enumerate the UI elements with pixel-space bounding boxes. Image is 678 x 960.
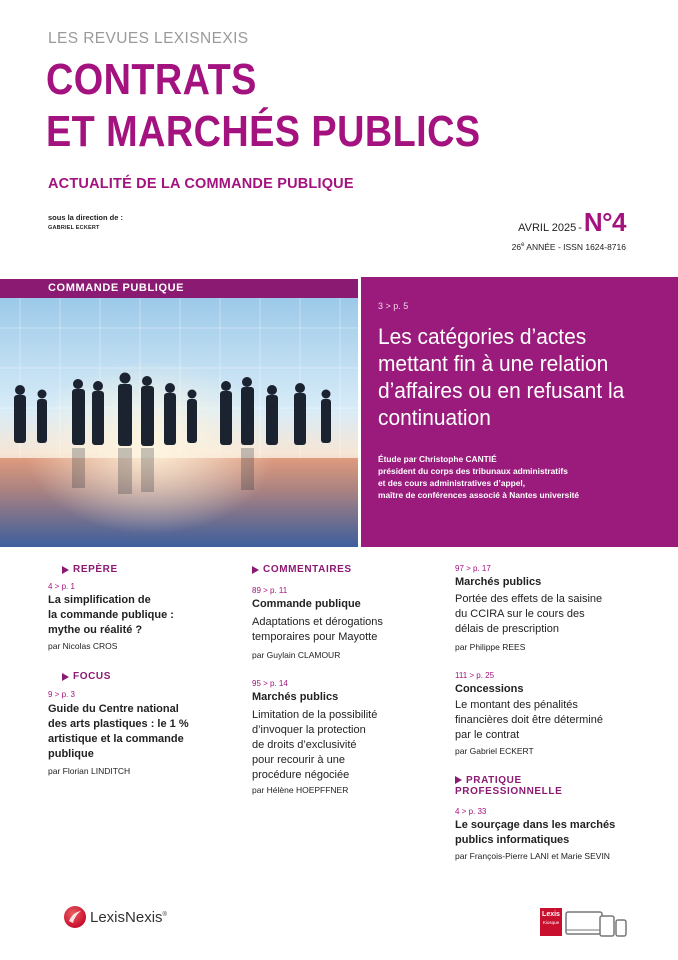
item-category: Marchés publics — [252, 691, 339, 703]
item-title — [48, 702, 189, 762]
section-label: FOCUS — [73, 671, 111, 682]
text-line: financières doit être déterminé — [455, 714, 603, 726]
issue-separator: - — [578, 222, 582, 234]
item-title — [48, 593, 174, 638]
item-category: Marchés publics — [455, 576, 542, 588]
year-ordinal: e — [521, 242, 525, 249]
author-line-3: et des cours administratives d’appel, — [378, 478, 526, 488]
lead-article-author — [378, 453, 579, 501]
item-ref: 4 > p. 1 — [48, 582, 75, 591]
item-title — [455, 818, 615, 848]
kiosque-line1: Lexis — [542, 911, 560, 918]
item-author: par Florian LINDITCH — [48, 766, 131, 776]
triangle-icon — [62, 673, 69, 681]
section-repere — [62, 564, 118, 575]
text-line: d’invoquer la protection — [252, 724, 366, 736]
year-issn: ANNÉE - ISSN 1624-8716 — [524, 242, 626, 252]
title-line: publique — [48, 748, 94, 760]
item-ref: 89 > p. 11 — [252, 586, 288, 595]
author-line-1: Étude par Christophe CANTIÉ — [378, 454, 497, 464]
text-line: procédure négociée — [252, 769, 350, 781]
text-line: Portée des effets de la saisine — [455, 593, 603, 605]
text-line: pour recourir à une — [252, 754, 345, 766]
logo-swirl-icon — [64, 906, 86, 928]
text-line: du CCIRA sur le cours des — [455, 608, 585, 620]
title-line: Guide du Centre national — [48, 703, 179, 715]
text-line: Le montant des pénalités — [455, 699, 578, 711]
text-line: temporaires pour Mayotte — [252, 631, 378, 643]
item-author: par François-Pierre LANI et Marie SEVIN — [455, 851, 610, 861]
item-category: Commande publique — [252, 598, 361, 610]
item-author: par Philippe REES — [455, 642, 526, 652]
triangle-icon — [252, 566, 259, 574]
business-people-silhouettes-illustration — [0, 298, 358, 547]
item-ref: 95 > p. 14 — [252, 679, 288, 688]
item-ref: 9 > p. 3 — [48, 690, 75, 699]
title-line: artistique et la commande — [48, 733, 184, 745]
title-line: Le sourçage dans les marchés — [455, 819, 616, 831]
item-text — [252, 708, 377, 783]
lead-article-ref: 3 > p. 5 — [378, 301, 409, 311]
item-author: par Nicolas CROS — [48, 641, 118, 651]
section-label-commande-publique: COMMANDE PUBLIQUE — [0, 279, 358, 298]
section-label-line2: PROFESSIONNELLE — [455, 786, 563, 797]
item-author: par Hélène HOEPFFNER — [252, 785, 349, 795]
lexis-kiosque-badge — [540, 906, 630, 938]
lexisnexis-logo — [64, 906, 167, 928]
cover-photo — [0, 298, 358, 547]
issue-year — [512, 242, 626, 252]
section-focus — [62, 671, 111, 682]
section-label-line1: PRATIQUE — [466, 775, 522, 786]
section-pratique-professionnelle — [455, 775, 562, 797]
journal-subtitle: ACTUALITÉ DE LA COMMANDE PUBLIQUE — [48, 176, 354, 192]
title-line: publics informatiques — [455, 834, 570, 846]
kiosque-line2: Kiosque — [542, 920, 560, 925]
section-label: COMMENTAIRES — [263, 564, 352, 575]
item-ref: 4 > p. 33 — [455, 807, 487, 816]
item-author: par Guylain CLAMOUR — [252, 650, 341, 660]
lead-article-headline: Les catégories d’actes mettant fin à une relation d’affaires ou en refusant la continuation — [378, 324, 625, 430]
item-ref: 111 > p. 25 — [455, 671, 495, 680]
issue-date: AVRIL 2025 — [518, 222, 577, 234]
item-text — [455, 592, 602, 637]
item-category: Concessions — [455, 683, 524, 695]
lexisnexis-wordmark — [90, 909, 167, 926]
section-commentaires — [252, 564, 352, 575]
direction-name: GABRIEL ECKERT — [48, 225, 100, 231]
lexisnexis-mark-icon — [64, 906, 86, 928]
triangle-icon — [62, 566, 69, 574]
registered-mark: ® — [162, 911, 167, 918]
section-label: REPÈRE — [73, 564, 118, 575]
section-label — [455, 775, 563, 797]
text-line: Limitation de la possibilité — [252, 709, 378, 721]
text-line: de droits d’exclusivité — [252, 739, 357, 751]
title-line: des arts plastiques : le 1 % — [48, 718, 189, 730]
item-text — [455, 698, 603, 743]
title-line: La simplification de — [48, 594, 151, 606]
title-line: mythe ou réalité ? — [48, 624, 143, 636]
journal-title-line2: ET MARCHÉS PUBLICS — [46, 107, 481, 156]
journal-title-line1: CONTRATS — [46, 55, 257, 104]
triangle-icon — [455, 776, 462, 784]
year-number: 26 — [511, 242, 522, 252]
text-line: par le contrat — [455, 729, 520, 741]
title-line: la commande publique : — [48, 609, 174, 621]
kiosque-label — [541, 911, 561, 927]
item-ref: 97 > p. 17 — [455, 564, 491, 573]
issue-number: N°4 — [583, 207, 626, 237]
publisher-name: LexisNexis — [90, 908, 163, 926]
text-line: délais de prescription — [455, 623, 559, 635]
text-line: Adaptations et dérogations — [252, 616, 383, 628]
item-author: par Gabriel ECKERT — [455, 746, 534, 756]
author-line-2: président du corps des tribunaux administratifs — [378, 466, 568, 476]
direction-label: sous la direction de : — [48, 213, 124, 222]
series-name: LES REVUES LEXISNEXIS — [48, 30, 249, 47]
author-line-4: maître de conférences associé à Nantes université — [378, 490, 580, 500]
issue-info — [518, 207, 626, 238]
item-text — [252, 615, 383, 645]
